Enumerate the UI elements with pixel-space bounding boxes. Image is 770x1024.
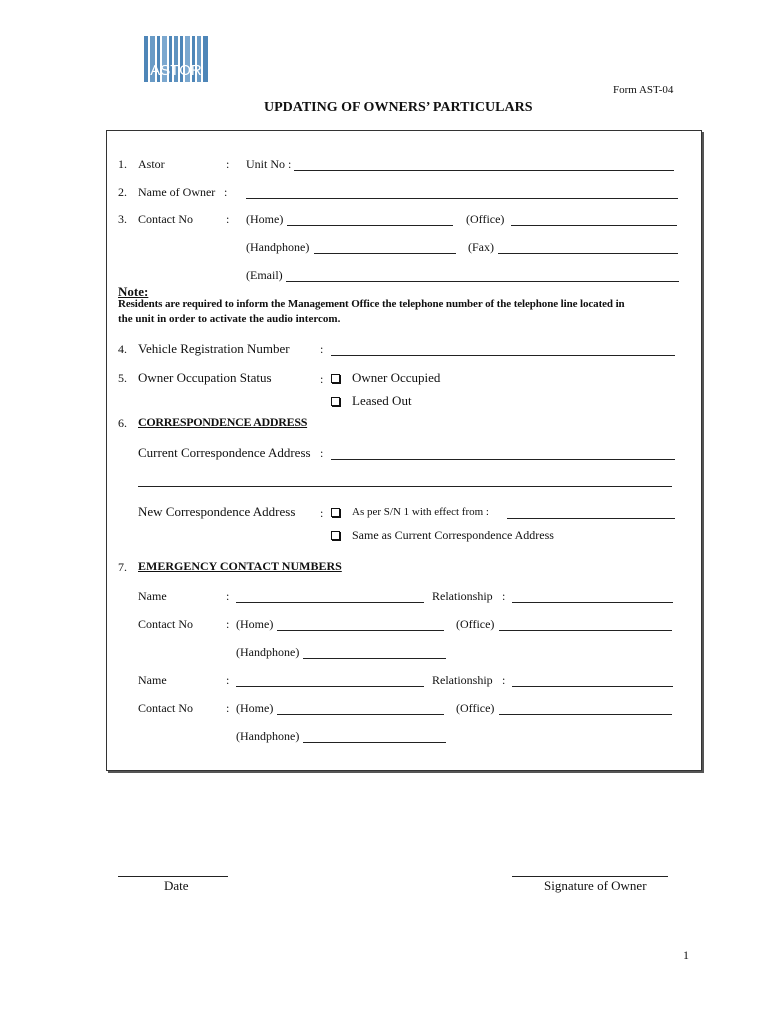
correspondence-heading: CORRESPONDENCE ADDRESS xyxy=(138,415,308,429)
owner-occupied-checkbox[interactable] xyxy=(331,374,340,383)
item-number-2: 2. xyxy=(118,185,127,199)
leased-out-checkbox[interactable] xyxy=(331,397,340,406)
date-label: Date xyxy=(164,878,189,893)
note-heading: Note: xyxy=(118,284,149,299)
relationship-field[interactable] xyxy=(512,686,673,687)
emergency-office-field[interactable] xyxy=(499,630,672,631)
owner-signature-line[interactable] xyxy=(512,876,668,877)
unit-no-field[interactable] xyxy=(294,170,674,171)
fax-field[interactable] xyxy=(498,253,678,254)
colon: : xyxy=(320,506,324,520)
item-number-3: 3. xyxy=(118,212,127,226)
colon: : xyxy=(226,701,230,715)
same-as-current-checkbox[interactable] xyxy=(331,531,340,540)
form-code: Form AST-04 xyxy=(613,84,674,96)
home-phone-field[interactable] xyxy=(287,225,453,226)
emergency-name-field[interactable] xyxy=(236,602,424,603)
emergency-contact-label: Contact No xyxy=(138,617,193,631)
colon: : xyxy=(502,673,506,687)
current-address-label: Current Correspondence Address xyxy=(138,445,311,460)
unit-no-label: Unit No : xyxy=(246,157,292,171)
owner-occupied-label: Owner Occupied xyxy=(352,370,441,385)
colon: : xyxy=(226,212,230,226)
emergency-office-field[interactable] xyxy=(499,714,672,715)
item-number-1: 1. xyxy=(118,157,127,171)
item-number-7: 7. xyxy=(118,560,127,574)
contact-no-label: Contact No xyxy=(138,212,193,226)
emergency-home-label: (Home) xyxy=(236,701,274,715)
colon: : xyxy=(226,617,230,631)
home-label: (Home) xyxy=(246,212,284,226)
page-number: 1 xyxy=(683,948,689,962)
current-address-field-line-2[interactable] xyxy=(138,486,672,487)
emergency-home-label: (Home) xyxy=(236,617,274,631)
current-address-field[interactable] xyxy=(331,459,675,460)
form-title: UPDATING OF OWNERS’ PARTICULARS xyxy=(264,100,533,115)
emergency-office-label: (Office) xyxy=(456,617,495,631)
relationship-label: Relationship xyxy=(432,589,493,603)
emergency-handphone-label: (Handphone) xyxy=(236,729,300,743)
colon: : xyxy=(224,185,228,199)
colon: : xyxy=(226,157,230,171)
emergency-name-label: Name xyxy=(138,589,167,603)
occupation-status-label: Owner Occupation Status xyxy=(138,370,272,385)
handphone-field[interactable] xyxy=(314,253,456,254)
colon: : xyxy=(226,589,230,603)
effective-date-field[interactable] xyxy=(507,518,675,519)
logo-text: ASTOR xyxy=(150,62,202,79)
email-field[interactable] xyxy=(286,281,679,282)
astor-label: Astor xyxy=(138,157,165,171)
emergency-handphone-label: (Handphone) xyxy=(236,645,300,659)
item-number-6: 6. xyxy=(118,416,127,430)
colon: : xyxy=(320,372,324,386)
fax-label: (Fax) xyxy=(468,240,494,254)
emergency-handphone-field[interactable] xyxy=(303,658,446,659)
emergency-office-label: (Office) xyxy=(456,701,495,715)
office-phone-field[interactable] xyxy=(511,225,677,226)
email-label: (Email) xyxy=(246,268,283,282)
owner-name-field[interactable] xyxy=(246,198,678,199)
emergency-home-field[interactable] xyxy=(277,630,444,631)
note-line-2: the unit in order to activate the audio intercom. xyxy=(118,313,341,325)
note-line-1: Residents are required to inform the Management Office the telephone number of the telephone line located in xyxy=(118,298,625,310)
handphone-label: (Handphone) xyxy=(246,240,310,254)
colon: : xyxy=(320,446,324,460)
vehicle-reg-label: Vehicle Registration Number xyxy=(138,341,290,356)
date-signature-line[interactable] xyxy=(118,876,228,877)
as-per-sn1-label: As per S/N 1 with effect from : xyxy=(352,506,489,518)
item-number-5: 5. xyxy=(118,371,127,385)
owner-name-label: Name of Owner xyxy=(138,185,216,199)
relationship-field[interactable] xyxy=(512,602,673,603)
item-number-4: 4. xyxy=(118,342,127,356)
same-as-current-label: Same as Current Correspondence Address xyxy=(352,528,554,542)
emergency-handphone-field[interactable] xyxy=(303,742,446,743)
leased-out-label: Leased Out xyxy=(352,393,412,408)
emergency-contact-label: Contact No xyxy=(138,701,193,715)
vehicle-reg-field[interactable] xyxy=(331,355,675,356)
emergency-home-field[interactable] xyxy=(277,714,444,715)
emergency-name-field[interactable] xyxy=(236,686,424,687)
emergency-name-label: Name xyxy=(138,673,167,687)
emergency-heading: EMERGENCY CONTACT NUMBERS xyxy=(138,559,342,573)
astor-logo xyxy=(144,36,208,82)
colon: : xyxy=(502,589,506,603)
relationship-label: Relationship xyxy=(432,673,493,687)
new-address-label: New Correspondence Address xyxy=(138,504,296,519)
colon: : xyxy=(226,673,230,687)
office-label: (Office) xyxy=(466,212,505,226)
colon: : xyxy=(320,342,324,356)
as-per-sn1-checkbox[interactable] xyxy=(331,508,340,517)
signature-label: Signature of Owner xyxy=(544,878,647,893)
